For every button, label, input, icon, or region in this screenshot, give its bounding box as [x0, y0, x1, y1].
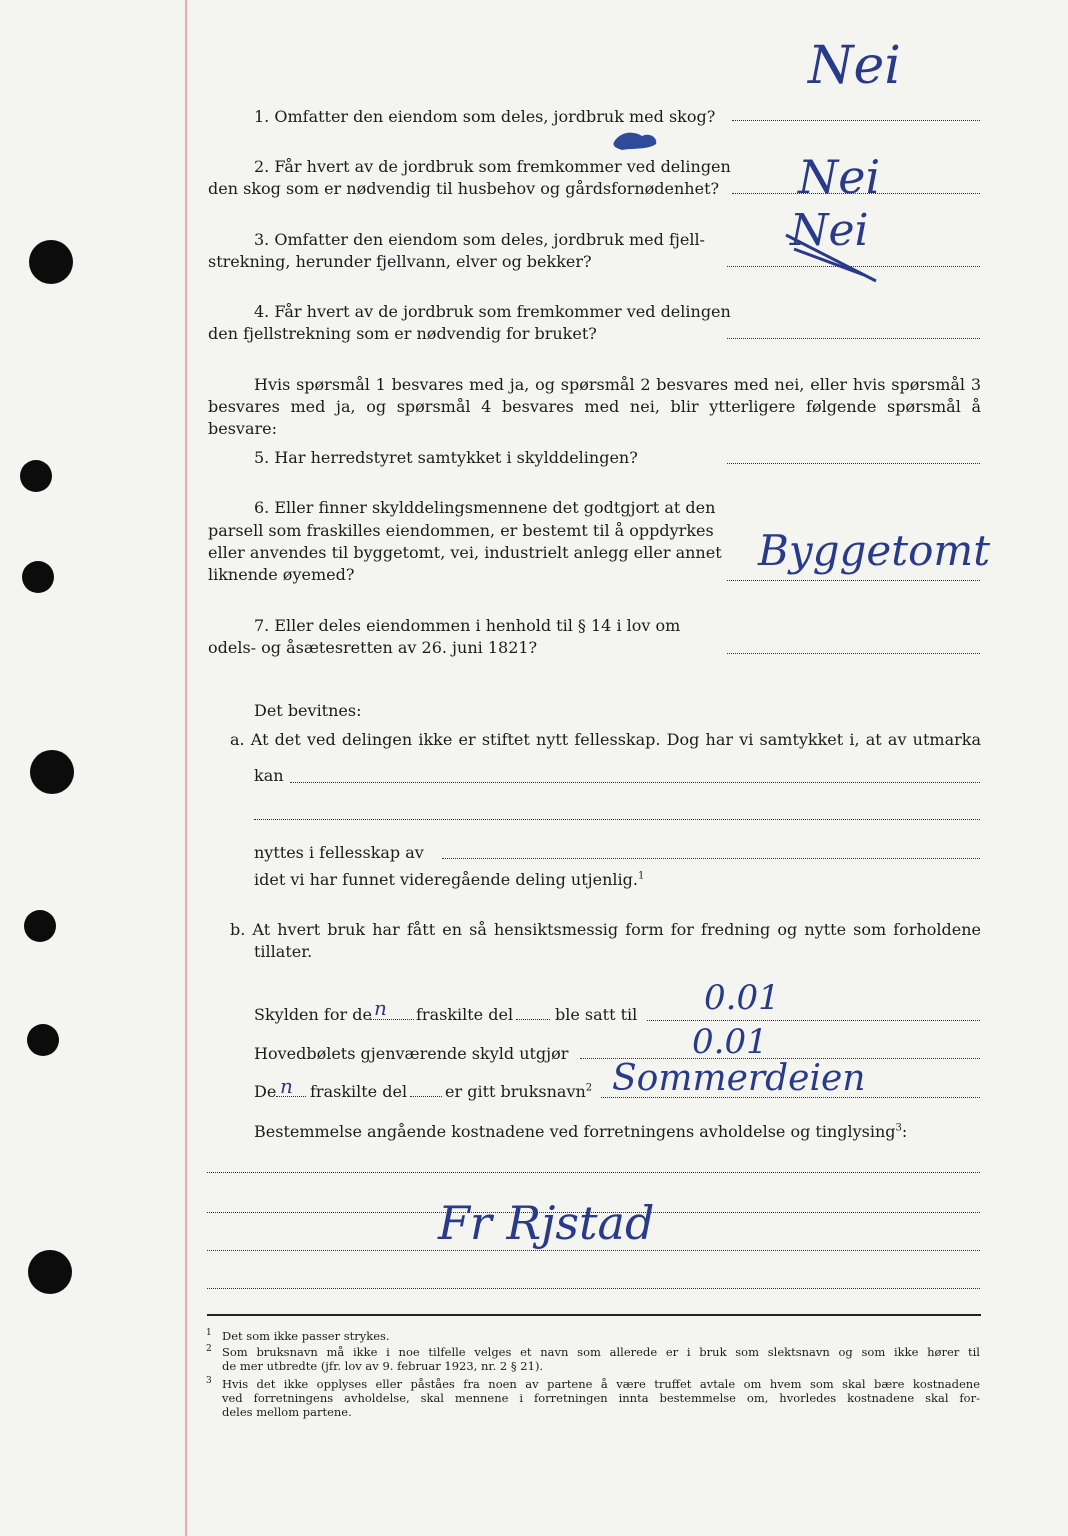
- question-4-line-2: den fjellstrekning som er nødvendig for bruket?: [208, 324, 597, 343]
- signature: Fr Rjstad: [438, 1196, 655, 1250]
- footnote-ref-3: 3: [895, 1122, 902, 1134]
- footnote-3-line-3: deles mellom partene.: [222, 1405, 352, 1419]
- kan-line: [290, 782, 980, 783]
- hovedbol-label: Hovedbølets gjenværende skyld utgjør: [254, 1044, 569, 1063]
- footnote-3-line-2: ved forretningens avholdelse, skal mennene i forretningen innta bestemmelse om, hvorledes kostnadene skal for-: [222, 1391, 980, 1405]
- answer-line-1: [732, 120, 980, 121]
- question-7-line-1: 7. Eller deles eiendommen i henhold til § 14 i lov om: [254, 616, 681, 635]
- footnote-2-line-1: Som bruksnavn må ikke i noe tilfelle velges et navn som allerede er i bruk som slektsnavn og som ikke hører til: [222, 1345, 980, 1359]
- punch-hole: [20, 460, 52, 492]
- kostnader-colon: :: [901, 1122, 908, 1141]
- answer-line-6: [727, 580, 980, 581]
- condition-line-1: Hvis spørsmål 1 besvares med ja, og spørsmål 2 besvares med nei, eller hvis spørsmål 3: [254, 375, 981, 394]
- bruksnavn-handwritten-n: n: [280, 1074, 293, 1098]
- ink-blot: [612, 128, 660, 152]
- skyld-fill-2: [516, 1019, 550, 1020]
- answer-line-7: [727, 653, 980, 654]
- question-1: 1. Omfatter den eiendom som deles, jordbruk med skog?: [254, 107, 716, 126]
- bruksnavn-label-c: er gitt bruksnavn: [445, 1082, 586, 1101]
- hovedbol-value: 0.01: [692, 1022, 768, 1062]
- bruksnavn-value: Sommerdeien: [612, 1058, 866, 1099]
- kostnader-line-1: [207, 1172, 980, 1173]
- answer-2: Nei: [798, 150, 881, 204]
- footnote-2-number: 2: [206, 1344, 212, 1354]
- footnote-1-number: 1: [206, 1328, 212, 1338]
- question-3-line-1: 3. Omfatter den eiendom som deles, jordbruk med fjell-: [254, 230, 705, 249]
- skyld-value: 0.01: [704, 978, 780, 1018]
- bruksnavn-fill-1: [276, 1096, 306, 1097]
- punch-hole: [24, 910, 56, 942]
- certify-heading: Det bevitnes:: [254, 701, 362, 720]
- kostnader-line-4: [207, 1288, 980, 1289]
- question-4-line-1: 4. Får hvert av de jordbruk som fremkommer ved delingen: [254, 302, 731, 321]
- punch-hole: [29, 240, 73, 284]
- question-2-line-1: 2. Får hvert av de jordbruk som fremkommer ved delingen: [254, 157, 731, 176]
- footnote-1: Det som ikke passer strykes.: [222, 1329, 390, 1343]
- question-6-line-2: parsell som fraskilles eiendommen, er bestemt til å oppdyrkes: [208, 521, 714, 540]
- answer-line-5: [727, 463, 980, 464]
- idet-text-body: idet vi har funnet videregående deling utjenlig.: [254, 870, 638, 889]
- skyld-label-c: ble satt til: [555, 1005, 638, 1024]
- certify-a-text: a. At det ved delingen ikke er stiftet nytt fellesskap. Dog har vi samtykket i, at av utmarka: [230, 730, 981, 749]
- bruksnavn-label-a: De: [254, 1082, 277, 1101]
- footnote-3-line-1: Hvis det ikke opplyses eller påståes fra noen av partene å være truffet avtale om hvem som skal bære kostnadene: [222, 1377, 980, 1391]
- footnote-ref-1: 1: [637, 870, 645, 882]
- bruksnavn-label-b: fraskilte del: [310, 1082, 408, 1101]
- answer-6: Byggetomt: [758, 526, 991, 575]
- footnote-2-line-2: de mer utbredte (jfr. lov av 9. februar 1923, nr. 2 § 21).: [222, 1359, 544, 1373]
- nyttes-line: [442, 858, 980, 859]
- answer-line-4: [727, 338, 980, 339]
- punch-hole: [22, 561, 54, 593]
- question-6-line-3: eller anvendes til byggetomt, vei, industrielt anlegg eller annet: [208, 543, 722, 562]
- punch-hole: [27, 1024, 59, 1056]
- skyld-label-a: Skylden for de: [254, 1005, 372, 1024]
- strike-through-mark: [780, 205, 890, 285]
- kostnader-line-3: [207, 1250, 980, 1251]
- nyttes-label: nyttes i fellesskap av: [254, 843, 424, 862]
- footnote-ref-2: 2: [585, 1082, 593, 1094]
- bruksnavn-fill-2: [410, 1096, 442, 1097]
- question-6-line-4: liknende øyemed?: [208, 565, 355, 584]
- certify-b-line-2: tillater.: [254, 942, 313, 961]
- kan-line-2: [254, 819, 980, 820]
- punch-hole: [28, 1250, 72, 1294]
- bruksnavn-label-c-wrap: [445, 1081, 592, 1103]
- skyld-value-line: [647, 1020, 980, 1021]
- question-3-line-2: strekning, herunder fjellvann, elver og bekker?: [208, 252, 592, 271]
- margin-line: [185, 0, 187, 1536]
- question-5: 5. Har herredstyret samtykket i skylddelingen?: [254, 448, 638, 467]
- condition-line-2: besvares med ja, og spørsmål 4 besvares med nei, blir ytterligere følgende spørsmål å besvare:: [208, 397, 981, 438]
- question-2-line-2: den skog som er nødvendig til husbehov og gårdsfornødenhet?: [208, 179, 720, 198]
- question-7-line-2: odels- og åsætesretten av 26. juni 1821?: [208, 638, 538, 657]
- skyld-label-b: fraskilte del: [416, 1005, 514, 1024]
- footnote-rule: [207, 1314, 981, 1316]
- footnote-3-number: 3: [206, 1376, 212, 1386]
- question-6-line-1: 6. Eller finner skylddelingsmennene det godtgjort at den: [254, 498, 716, 517]
- answer-1: Nei: [808, 36, 901, 96]
- kostnader-label: Bestemmelse angående kostnadene ved forretningens avholdelse og tinglysing: [254, 1122, 896, 1141]
- skyld-handwritten-n: n: [374, 996, 387, 1020]
- kan-label: kan: [254, 766, 284, 785]
- punch-hole: [30, 750, 74, 794]
- answer-3: Nei: [790, 205, 869, 256]
- idet-text: [254, 869, 644, 891]
- certify-b-line-1: b. At hvert bruk har fått en så hensiktsmessig form for fredning og nytte som forholdene: [230, 920, 981, 939]
- kostnader-label-wrap: [254, 1121, 907, 1143]
- skyld-fill-1: [370, 1019, 414, 1020]
